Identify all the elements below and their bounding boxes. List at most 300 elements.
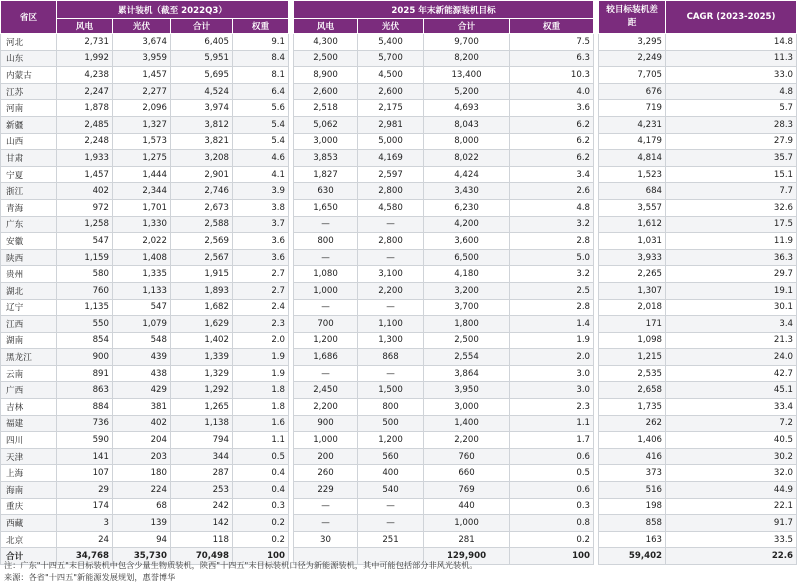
target-wind-cell: 260 xyxy=(294,465,358,482)
wind-cell: 590 xyxy=(57,432,113,449)
solar-cell: 224 xyxy=(113,482,171,499)
cagr-cell: 19.1 xyxy=(666,282,797,299)
total-cell: 1,265 xyxy=(171,399,233,416)
wind-cell: 141 xyxy=(57,448,113,465)
target-solar-cell: 2,200 xyxy=(358,282,424,299)
cagr-cell: 24.0 xyxy=(666,349,797,366)
target-total-cell: 2,500 xyxy=(424,332,510,349)
target-solar-cell: 5,700 xyxy=(358,50,424,67)
weight-cell: 0.3 xyxy=(233,498,289,515)
weight-cell: 5.4 xyxy=(233,133,289,150)
weight-cell: 3.9 xyxy=(233,183,289,200)
province-cell: 广西 xyxy=(1,382,57,399)
target-wind-cell: — xyxy=(294,216,358,233)
wind-cell: 2,248 xyxy=(57,133,113,150)
weight-cell: 2.0 xyxy=(233,332,289,349)
target-total-cell: 129,900 xyxy=(424,548,510,565)
target-solar-cell: 1,300 xyxy=(358,332,424,349)
wind-cell: 34,768 xyxy=(57,548,113,565)
cagr-cell: 33.4 xyxy=(666,399,797,416)
target-weight-cell: 2.3 xyxy=(510,399,594,416)
wind-cell: 1,992 xyxy=(57,50,113,67)
target-total-cell: 3,600 xyxy=(424,233,510,250)
target-total-cell: 8,043 xyxy=(424,116,510,133)
solar-cell: 439 xyxy=(113,349,171,366)
target-weight-cell: 1.1 xyxy=(510,415,594,432)
target-wind-cell: 30 xyxy=(294,531,358,548)
cagr-cell: 27.9 xyxy=(666,133,797,150)
cagr-cell: 21.3 xyxy=(666,332,797,349)
solar-cell: 2,277 xyxy=(113,83,171,100)
gap-cell: 198 xyxy=(599,498,666,515)
province-cell: 江西 xyxy=(1,316,57,333)
table-row xyxy=(1,183,797,200)
weight-cell: 1.8 xyxy=(233,382,289,399)
gap-cell: 2,265 xyxy=(599,266,666,283)
total-cell: 2,588 xyxy=(171,216,233,233)
target-weight-cell: 100 xyxy=(510,548,594,565)
weight-cell: 1.6 xyxy=(233,415,289,432)
total-cell: 1,339 xyxy=(171,349,233,366)
gap-cell: 1,098 xyxy=(599,332,666,349)
wind-cell: 24 xyxy=(57,531,113,548)
target-wind-cell: 800 xyxy=(294,233,358,250)
gap-cell: 719 xyxy=(599,100,666,117)
weight-cell: 8.1 xyxy=(233,67,289,84)
total-cell: 2,746 xyxy=(171,183,233,200)
target-weight-cell: 3.2 xyxy=(510,266,594,283)
target-wind-cell: 900 xyxy=(294,415,358,432)
target-wind-cell: 5,062 xyxy=(294,116,358,133)
header-target-total: 合计 xyxy=(424,19,510,34)
gap-cell: 4,179 xyxy=(599,133,666,150)
total-cell: 1,682 xyxy=(171,299,233,316)
province-cell: 四川 xyxy=(1,432,57,449)
total-cell: 1,893 xyxy=(171,282,233,299)
weight-cell: 2.3 xyxy=(233,316,289,333)
table-row xyxy=(1,498,797,515)
gap-cell: 858 xyxy=(599,515,666,532)
solar-cell: 1,133 xyxy=(113,282,171,299)
target-wind-cell: 4,300 xyxy=(294,34,358,51)
total-cell: 118 xyxy=(171,531,233,548)
wind-cell: 29 xyxy=(57,482,113,499)
target-wind-cell: 2,500 xyxy=(294,50,358,67)
weight-cell: 0.5 xyxy=(233,448,289,465)
wind-cell: 174 xyxy=(57,498,113,515)
target-wind-cell: 630 xyxy=(294,183,358,200)
table-row xyxy=(1,531,797,548)
wind-cell: 736 xyxy=(57,415,113,432)
province-cell: 河南 xyxy=(1,100,57,117)
cagr-cell: 5.7 xyxy=(666,100,797,117)
weight-cell: 5.6 xyxy=(233,100,289,117)
target-wind-cell: — xyxy=(294,365,358,382)
total-cell: 287 xyxy=(171,465,233,482)
target-weight-cell: 2.8 xyxy=(510,233,594,250)
province-cell: 辽宁 xyxy=(1,299,57,316)
target-solar-cell: 2,800 xyxy=(358,233,424,250)
target-total-cell: 2,554 xyxy=(424,349,510,366)
target-solar-cell: 540 xyxy=(358,482,424,499)
solar-cell: 2,344 xyxy=(113,183,171,200)
total-cell: 2,673 xyxy=(171,199,233,216)
cagr-cell: 22.1 xyxy=(666,498,797,515)
solar-cell: 35,730 xyxy=(113,548,171,565)
header-weight: 权重 xyxy=(233,19,289,34)
cagr-cell: 91.7 xyxy=(666,515,797,532)
cagr-cell: 14.8 xyxy=(666,34,797,51)
target-total-cell: 3,700 xyxy=(424,299,510,316)
province-cell: 浙江 xyxy=(1,183,57,200)
target-wind-cell: 2,518 xyxy=(294,100,358,117)
target-weight-cell: 0.5 xyxy=(510,465,594,482)
table-row xyxy=(1,399,797,416)
cagr-cell: 28.3 xyxy=(666,116,797,133)
target-wind-cell: 1,000 xyxy=(294,432,358,449)
table-row xyxy=(1,150,797,167)
target-solar-cell: 560 xyxy=(358,448,424,465)
total-cell: 242 xyxy=(171,498,233,515)
weight-cell: 0.2 xyxy=(233,515,289,532)
total-cell: 2,901 xyxy=(171,166,233,183)
total-cell: 2,567 xyxy=(171,249,233,266)
target-wind-cell: 229 xyxy=(294,482,358,499)
weight-cell: 4.1 xyxy=(233,166,289,183)
solar-cell: 2,096 xyxy=(113,100,171,117)
target-solar-cell: 5,000 xyxy=(358,133,424,150)
province-cell: 内蒙古 xyxy=(1,67,57,84)
target-wind-cell: — xyxy=(294,498,358,515)
gap-cell: 4,814 xyxy=(599,150,666,167)
header-total: 合计 xyxy=(171,19,233,34)
target-weight-cell: 1.7 xyxy=(510,432,594,449)
province-cell: 山东 xyxy=(1,50,57,67)
gap-cell: 3,557 xyxy=(599,199,666,216)
province-cell: 合计 xyxy=(1,548,57,565)
province-cell: 贵州 xyxy=(1,266,57,283)
table-row xyxy=(1,133,797,150)
table-row xyxy=(1,515,797,532)
weight-cell: 3.7 xyxy=(233,216,289,233)
cagr-cell: 15.1 xyxy=(666,166,797,183)
target-weight-cell: 6.2 xyxy=(510,150,594,167)
target-wind-cell: — xyxy=(294,299,358,316)
total-cell: 3,208 xyxy=(171,150,233,167)
cagr-cell: 33.5 xyxy=(666,531,797,548)
target-total-cell: 3,864 xyxy=(424,365,510,382)
total-cell: 3,974 xyxy=(171,100,233,117)
gap-cell: 7,705 xyxy=(599,67,666,84)
weight-cell: 9.1 xyxy=(233,34,289,51)
province-cell: 江苏 xyxy=(1,83,57,100)
solar-cell: 204 xyxy=(113,432,171,449)
target-weight-cell: 10.3 xyxy=(510,67,594,84)
solar-cell: 1,330 xyxy=(113,216,171,233)
wind-cell: 550 xyxy=(57,316,113,333)
cagr-cell: 35.7 xyxy=(666,150,797,167)
cagr-cell: 42.7 xyxy=(666,365,797,382)
target-solar-cell: 1,200 xyxy=(358,432,424,449)
wind-cell: 1,457 xyxy=(57,166,113,183)
wind-cell: 107 xyxy=(57,465,113,482)
target-total-cell: 769 xyxy=(424,482,510,499)
weight-cell: 2.4 xyxy=(233,299,289,316)
cagr-cell: 44.9 xyxy=(666,482,797,499)
gap-cell: 1,612 xyxy=(599,216,666,233)
target-solar-cell: 5,400 xyxy=(358,34,424,51)
table-row xyxy=(1,282,797,299)
gap-cell: 1,215 xyxy=(599,349,666,366)
target-solar-cell: 2,600 xyxy=(358,83,424,100)
weight-cell: 1.9 xyxy=(233,349,289,366)
wind-cell: 402 xyxy=(57,183,113,200)
weight-cell: 4.6 xyxy=(233,150,289,167)
solar-cell: 1,444 xyxy=(113,166,171,183)
target-total-cell: 440 xyxy=(424,498,510,515)
table-row xyxy=(1,233,797,250)
solar-cell: 547 xyxy=(113,299,171,316)
province-cell: 西藏 xyxy=(1,515,57,532)
weight-cell: 8.4 xyxy=(233,50,289,67)
target-total-cell: 1,000 xyxy=(424,515,510,532)
gap-cell: 516 xyxy=(599,482,666,499)
province-cell: 吉林 xyxy=(1,399,57,416)
target-weight-cell: 3.0 xyxy=(510,382,594,399)
target-solar-cell: 1,100 xyxy=(358,316,424,333)
table-row xyxy=(1,50,797,67)
target-solar-cell: — xyxy=(358,299,424,316)
solar-cell: 429 xyxy=(113,382,171,399)
gap-cell: 2,249 xyxy=(599,50,666,67)
target-wind-cell: 700 xyxy=(294,316,358,333)
cagr-cell: 7.7 xyxy=(666,183,797,200)
target-weight-cell: 1.4 xyxy=(510,316,594,333)
target-total-cell: 2,200 xyxy=(424,432,510,449)
weight-cell: 3.6 xyxy=(233,249,289,266)
table-row xyxy=(1,332,797,349)
table-row xyxy=(1,116,797,133)
gap-cell: 3,933 xyxy=(599,249,666,266)
table-row xyxy=(1,67,797,84)
target-weight-cell: 0.6 xyxy=(510,482,594,499)
total-cell: 5,695 xyxy=(171,67,233,84)
province-cell: 安徽 xyxy=(1,233,57,250)
target-wind-cell: 1,650 xyxy=(294,199,358,216)
target-weight-cell: 0.2 xyxy=(510,531,594,548)
solar-cell: 1,573 xyxy=(113,133,171,150)
weight-cell: 3.8 xyxy=(233,199,289,216)
total-cell: 794 xyxy=(171,432,233,449)
target-weight-cell: 7.5 xyxy=(510,34,594,51)
total-cell: 1,138 xyxy=(171,415,233,432)
wind-cell: 2,485 xyxy=(57,116,113,133)
total-cell: 1,329 xyxy=(171,365,233,382)
wind-cell: 760 xyxy=(57,282,113,299)
solar-cell: 548 xyxy=(113,332,171,349)
target-weight-cell: 2.8 xyxy=(510,299,594,316)
weight-cell: 0.2 xyxy=(233,531,289,548)
total-cell: 4,524 xyxy=(171,83,233,100)
solar-cell: 68 xyxy=(113,498,171,515)
solar-cell: 203 xyxy=(113,448,171,465)
target-total-cell: 3,200 xyxy=(424,282,510,299)
header-installed-group: 累计装机（截至 2022Q3） xyxy=(57,1,289,19)
province-cell: 河北 xyxy=(1,34,57,51)
solar-cell: 3,674 xyxy=(113,34,171,51)
gap-cell: 262 xyxy=(599,415,666,432)
gap-cell: 163 xyxy=(599,531,666,548)
target-solar-cell: 4,580 xyxy=(358,199,424,216)
wind-cell: 2,247 xyxy=(57,83,113,100)
wind-cell: 854 xyxy=(57,332,113,349)
province-cell: 新疆 xyxy=(1,116,57,133)
solar-cell: 1,327 xyxy=(113,116,171,133)
wind-cell: 1,135 xyxy=(57,299,113,316)
target-wind-cell: 1,080 xyxy=(294,266,358,283)
target-weight-cell: 1.9 xyxy=(510,332,594,349)
total-cell: 3,812 xyxy=(171,116,233,133)
target-solar-cell: 2,597 xyxy=(358,166,424,183)
gap-cell: 2,535 xyxy=(599,365,666,382)
province-cell: 湖北 xyxy=(1,282,57,299)
weight-cell: 6.4 xyxy=(233,83,289,100)
target-total-cell: 4,424 xyxy=(424,166,510,183)
header-wind: 风电 xyxy=(57,19,113,34)
header-target-group: 2025 年末新能源装机目标 xyxy=(294,1,594,19)
table-row xyxy=(1,166,797,183)
wind-cell: 547 xyxy=(57,233,113,250)
target-wind-cell: 1,000 xyxy=(294,282,358,299)
target-total-cell: 6,230 xyxy=(424,199,510,216)
solar-cell: 180 xyxy=(113,465,171,482)
target-weight-cell: 3.6 xyxy=(510,100,594,117)
province-cell: 黑龙江 xyxy=(1,349,57,366)
target-wind-cell: — xyxy=(294,249,358,266)
province-cell: 海南 xyxy=(1,482,57,499)
target-wind-cell: 1,686 xyxy=(294,349,358,366)
target-wind-cell: 2,200 xyxy=(294,399,358,416)
solar-cell: 139 xyxy=(113,515,171,532)
solar-cell: 381 xyxy=(113,399,171,416)
notes xyxy=(4,559,478,583)
header-province: 省区 xyxy=(1,1,57,34)
target-total-cell: 660 xyxy=(424,465,510,482)
solar-cell: 3,959 xyxy=(113,50,171,67)
weight-cell: 100 xyxy=(233,548,289,565)
table-row xyxy=(1,365,797,382)
target-total-cell: 5,200 xyxy=(424,83,510,100)
solar-cell: 1,457 xyxy=(113,67,171,84)
cagr-cell: 11.9 xyxy=(666,233,797,250)
header-gap: 较目标装机差距 xyxy=(599,1,666,34)
cagr-cell: 32.6 xyxy=(666,199,797,216)
target-solar-cell: — xyxy=(358,249,424,266)
solar-cell: 438 xyxy=(113,365,171,382)
target-total-cell: 4,693 xyxy=(424,100,510,117)
total-cell: 2,569 xyxy=(171,233,233,250)
solar-cell: 2,022 xyxy=(113,233,171,250)
target-total-cell: 8,022 xyxy=(424,150,510,167)
table-row xyxy=(1,249,797,266)
province-cell: 广东 xyxy=(1,216,57,233)
header-target-wind: 风电 xyxy=(294,19,358,34)
province-cell: 宁夏 xyxy=(1,166,57,183)
target-wind-cell: 200 xyxy=(294,448,358,465)
target-solar-cell: 868 xyxy=(358,349,424,366)
header-cagr: CAGR (2023-2025) xyxy=(666,1,797,34)
province-cell: 福建 xyxy=(1,415,57,432)
table-row xyxy=(1,266,797,283)
wind-cell: 1,878 xyxy=(57,100,113,117)
target-wind-cell: — xyxy=(294,515,358,532)
target-solar-cell: — xyxy=(358,365,424,382)
target-solar-cell: — xyxy=(358,498,424,515)
header-target-weight: 权重 xyxy=(510,19,594,34)
target-total-cell: 8,000 xyxy=(424,133,510,150)
wind-cell: 900 xyxy=(57,349,113,366)
solar-cell: 402 xyxy=(113,415,171,432)
wind-cell: 972 xyxy=(57,199,113,216)
wind-cell: 4,238 xyxy=(57,67,113,84)
header-solar: 光伏 xyxy=(113,19,171,34)
note-text: 注：广东"十四五"末目标装机中包含少量生物质装机，陕西"十四五"末目标装机口径为新能源装机，其中可能包括部分非风光装机。 xyxy=(4,560,478,570)
target-weight-cell: 3.0 xyxy=(510,365,594,382)
target-solar-cell: 800 xyxy=(358,399,424,416)
cagr-cell: 32.0 xyxy=(666,465,797,482)
table-row xyxy=(1,448,797,465)
gap-cell: 2,658 xyxy=(599,382,666,399)
weight-cell: 1.9 xyxy=(233,365,289,382)
total-cell: 70,498 xyxy=(171,548,233,565)
table-row xyxy=(1,83,797,100)
gap-cell: 3,295 xyxy=(599,34,666,51)
cagr-cell: 3.4 xyxy=(666,316,797,333)
target-total-cell: 760 xyxy=(424,448,510,465)
province-cell: 上海 xyxy=(1,465,57,482)
province-cell: 山西 xyxy=(1,133,57,150)
total-cell: 142 xyxy=(171,515,233,532)
cagr-cell: 4.8 xyxy=(666,83,797,100)
province-cell: 天津 xyxy=(1,448,57,465)
weight-cell: 1.8 xyxy=(233,399,289,416)
target-wind-cell: 3,000 xyxy=(294,133,358,150)
target-solar-cell: 251 xyxy=(358,531,424,548)
wind-cell: 3 xyxy=(57,515,113,532)
total-cell: 1,629 xyxy=(171,316,233,333)
gap-cell: 373 xyxy=(599,465,666,482)
wind-cell: 1,258 xyxy=(57,216,113,233)
table-body xyxy=(1,34,797,565)
province-cell: 北京 xyxy=(1,531,57,548)
table-row xyxy=(1,316,797,333)
solar-cell: 1,408 xyxy=(113,249,171,266)
target-solar-cell: 2,175 xyxy=(358,100,424,117)
target-solar-cell: 400 xyxy=(358,465,424,482)
gap-cell: 171 xyxy=(599,316,666,333)
wind-cell: 863 xyxy=(57,382,113,399)
target-total-cell: 9,700 xyxy=(424,34,510,51)
weight-cell: 3.6 xyxy=(233,233,289,250)
target-solar-cell: 2,981 xyxy=(358,116,424,133)
table-row xyxy=(1,432,797,449)
target-total-cell: 8,200 xyxy=(424,50,510,67)
target-weight-cell: 2.5 xyxy=(510,282,594,299)
cagr-cell: 29.7 xyxy=(666,266,797,283)
table-row xyxy=(1,199,797,216)
weight-cell: 2.7 xyxy=(233,282,289,299)
table-row xyxy=(1,349,797,366)
